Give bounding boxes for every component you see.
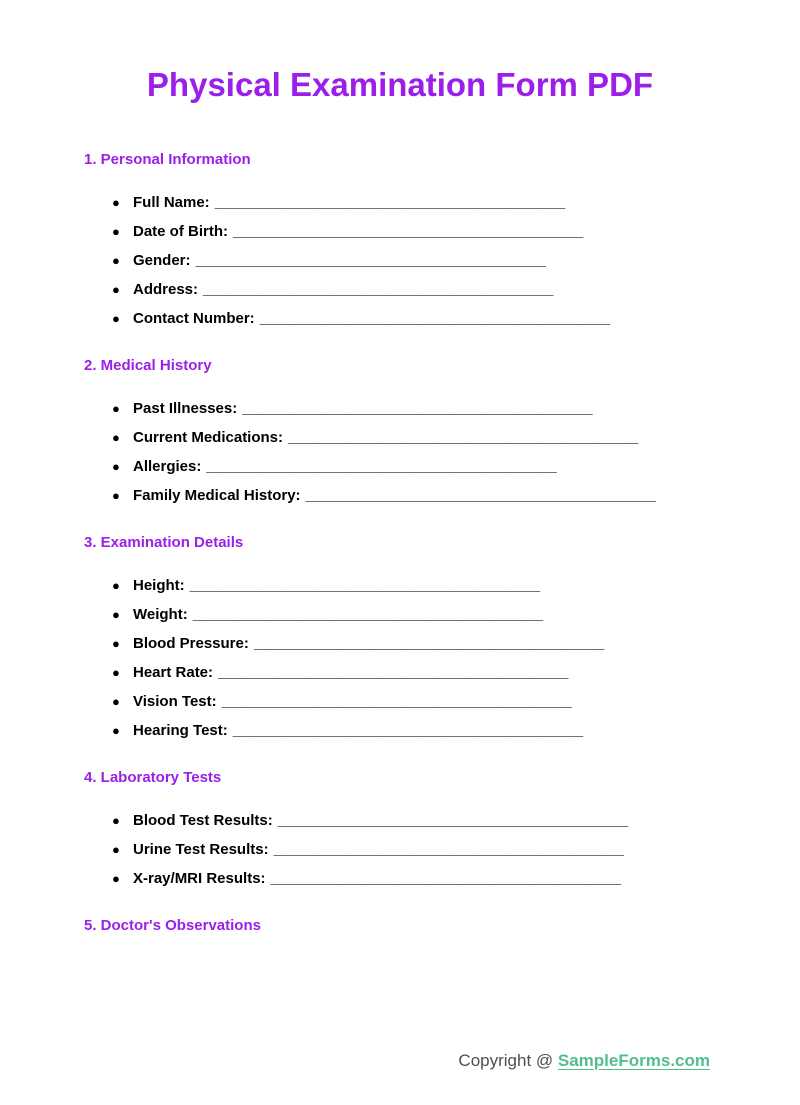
field-label: Address:	[133, 281, 199, 298]
field-label: Height:	[133, 577, 185, 594]
form-field-row	[112, 246, 716, 275]
field-label: Gender:	[133, 252, 191, 269]
form-field-row	[112, 481, 716, 510]
field-label: Blood Test Results:	[133, 812, 273, 829]
form-field-row	[112, 304, 716, 333]
bullet-icon: ●	[112, 578, 120, 593]
field-blank-line: __________________________________________	[277, 812, 629, 829]
form-field-row	[112, 188, 716, 217]
bullet-icon: ●	[112, 871, 120, 886]
field-label: X-ray/MRI Results:	[133, 870, 266, 887]
field-label: Vision Test:	[133, 693, 217, 710]
field-label: Full Name:	[133, 194, 210, 211]
bullet-icon: ●	[112, 813, 120, 828]
form-field-row	[112, 806, 716, 835]
form-field-row	[112, 571, 716, 600]
section-heading: 3. Examination Details	[84, 534, 244, 551]
bullet-icon: ●	[112, 665, 120, 680]
bullet-icon: ●	[112, 842, 120, 857]
section-heading: 1. Personal Information	[84, 151, 251, 168]
form-field-row	[112, 716, 716, 745]
form-field-row	[112, 423, 716, 452]
bullet-icon: ●	[112, 430, 120, 445]
section-heading: 5. Doctor's Observations	[84, 917, 261, 934]
field-blank-line: __________________________________________	[233, 223, 584, 240]
form-field-row	[112, 864, 716, 893]
sampleforms-link[interactable]: SampleForms.com	[557, 1051, 710, 1070]
form-field-row	[112, 394, 716, 423]
field-label: Blood Pressure:	[133, 635, 249, 652]
field-blank-line: __________________________________________	[259, 310, 611, 327]
field-label: Heart Rate:	[133, 664, 214, 681]
bullet-icon: ●	[112, 401, 120, 416]
field-blank-line: __________________________________________	[288, 429, 639, 446]
form-field-row	[112, 658, 716, 687]
bullet-icon: ●	[112, 253, 120, 268]
field-blank-line: __________________________________________	[214, 194, 566, 211]
bullet-icon: ●	[112, 636, 120, 651]
form-field-row	[112, 600, 716, 629]
bullet-icon: ●	[112, 607, 120, 622]
bullet-icon: ●	[112, 488, 120, 503]
field-label: Past Illnesses:	[133, 400, 238, 417]
bullet-icon: ●	[112, 723, 120, 738]
bullet-icon: ●	[112, 311, 120, 326]
form-field-row	[112, 835, 716, 864]
field-blank-line: __________________________________________	[189, 577, 541, 594]
field-blank-line: __________________________________________	[221, 693, 573, 710]
field-label: Weight:	[133, 606, 188, 623]
bullet-icon: ●	[112, 195, 120, 210]
form-field-row	[112, 687, 716, 716]
page-title: Physical Examination Form PDF	[146, 66, 654, 103]
field-blank-line: __________________________________________	[218, 664, 569, 681]
field-blank-line: __________________________________________	[242, 400, 593, 417]
bullet-icon: ●	[112, 694, 120, 709]
field-list	[84, 806, 716, 893]
document-page	[0, 66, 800, 1105]
copyright-text: Copyright @	[458, 1051, 558, 1070]
bullet-icon: ●	[112, 224, 120, 239]
form-field-row	[112, 452, 716, 481]
field-label: Current Medications:	[133, 429, 284, 446]
field-blank-line: __________________________________________	[195, 252, 546, 269]
field-list	[84, 394, 716, 510]
form-field-row	[112, 217, 716, 246]
field-blank-line: __________________________________________	[206, 458, 557, 475]
field-label: Hearing Test:	[133, 722, 228, 739]
bullet-icon: ●	[112, 282, 120, 297]
field-label: Allergies:	[133, 458, 202, 475]
bullet-icon: ●	[112, 459, 120, 474]
section-heading: 2. Medical History	[84, 357, 212, 374]
field-list	[84, 188, 716, 333]
field-label: Urine Test Results:	[133, 841, 269, 858]
field-blank-line: __________________________________________	[253, 635, 605, 652]
field-blank-line: __________________________________________	[305, 487, 656, 504]
form-sections	[84, 150, 716, 936]
section-heading: 4. Laboratory Tests	[84, 769, 222, 786]
field-blank-line: __________________________________________	[273, 841, 624, 858]
field-blank-line: __________________________________________	[192, 606, 544, 623]
field-blank-line: __________________________________________	[270, 870, 621, 887]
field-list	[84, 571, 716, 745]
field-label: Date of Birth:	[133, 223, 228, 240]
field-blank-line: __________________________________________	[232, 722, 584, 739]
field-blank-line: __________________________________________	[203, 281, 554, 298]
field-label: Family Medical History:	[133, 487, 301, 504]
form-field-row	[112, 629, 716, 658]
form-field-row	[112, 275, 716, 304]
page-footer	[0, 1050, 710, 1072]
field-label: Contact Number:	[133, 310, 255, 327]
